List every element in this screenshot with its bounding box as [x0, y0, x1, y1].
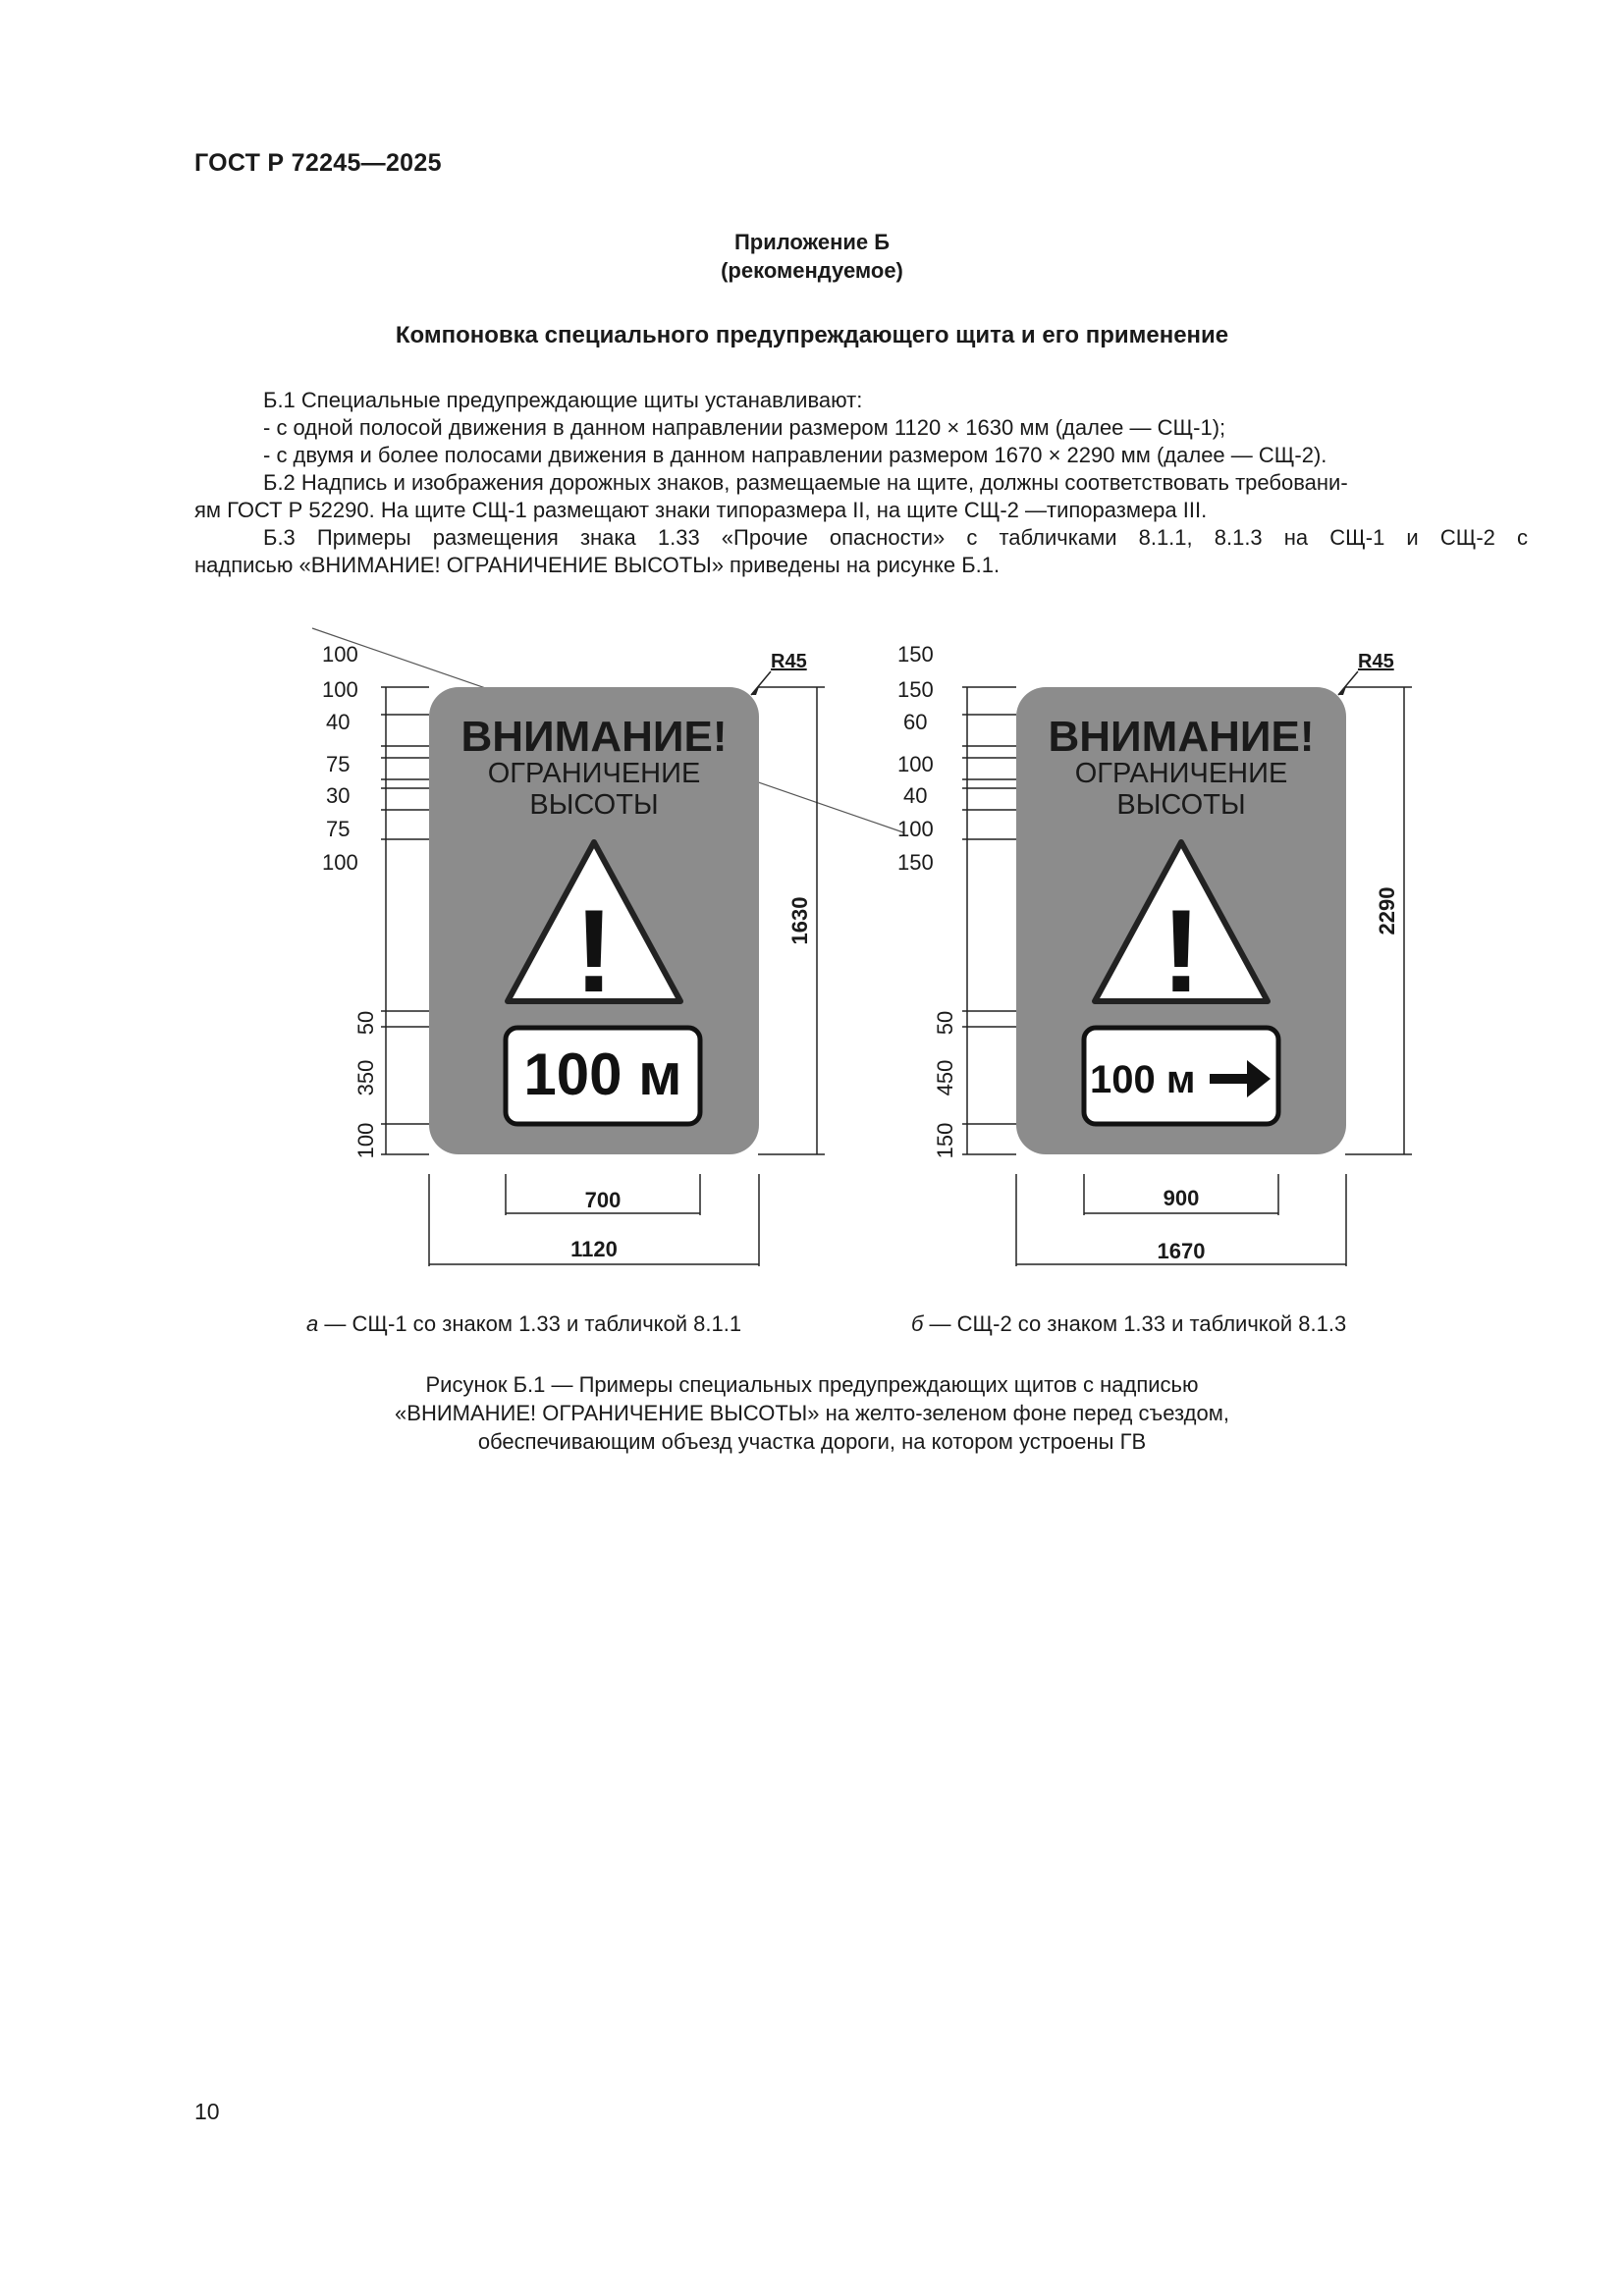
appendix-status: (рекомендуемое): [721, 258, 903, 283]
appendix-title: Приложение Б: [733, 230, 891, 254]
paragraph-b2-line1: Б.2 Надпись и изображения дорожных знаков, размещаемые на щите, должны соответствовать требовани-: [263, 470, 1348, 495]
page-number: 10: [194, 2099, 220, 2124]
figure-caption-line3: обеспечивающим объезд участка дороги, на котором устроены ГВ: [477, 1429, 1147, 1454]
shield-b: [897, 642, 1412, 1266]
shield-a-line2: ОГРАНИЧЕНИЕ: [487, 758, 701, 789]
dim-b-radius: R45: [1358, 651, 1394, 672]
shield-a-line1: ВНИМАНИЕ!: [460, 713, 728, 761]
subcaption-a-text: — СЩ-1 со знаком 1.33 и табличкой 8.1.1: [318, 1311, 742, 1336]
figure-caption-line1: Рисунок Б.1 — Примеры специальных предупреждающих щитов с надписью: [425, 1372, 1199, 1397]
dim-b-top-1: 150: [897, 677, 934, 702]
dim-b-bottom-0: 50: [933, 1010, 957, 1036]
shield-b-line3: ВЫСОТЫ: [1116, 789, 1246, 821]
subcaption-b-letter: б: [911, 1311, 924, 1336]
dim-a-bottom-1: 350: [353, 1059, 378, 1096]
dim-b-top-2: 60: [903, 710, 928, 734]
dim-a-top-5: 75: [326, 817, 351, 841]
subcaption-a-letter: а: [306, 1311, 319, 1336]
paragraph-b1: Б.1 Специальные предупреждающие щиты устанавливают:: [263, 388, 863, 412]
paragraph-b3-line1: Б.3 Примеры размещения знака 1.33 «Прочие опасности» с табличками 8.1.1, 8.1.3 на СЩ-1 и СЩ-2 с: [263, 525, 1528, 550]
dim-b-bottom-1: 450: [933, 1059, 957, 1096]
shield-a-line3: ВЫСОТЫ: [529, 789, 659, 821]
subcaption-b: [911, 1311, 1346, 1337]
dim-a-top-4: 30: [326, 783, 351, 808]
dim-b-bottom-2: 150: [933, 1122, 957, 1159]
subcaption-a: [306, 1311, 741, 1337]
dim-a-height: 1630: [787, 896, 812, 945]
dim-b-width: 1670: [1157, 1239, 1206, 1263]
dim-a-width: 1120: [570, 1237, 618, 1261]
subcaption-b-text: — СЩ-2 со знаком 1.33 и табличкой 8.1.3: [923, 1311, 1347, 1336]
dim-a-bottom-2: 100: [353, 1122, 378, 1159]
exclamation-icon: !: [1162, 885, 1201, 1017]
figure-b1: [0, 609, 1624, 1296]
dim-b-top-6: 150: [897, 850, 934, 875]
dim-a-bottom-0: 50: [353, 1010, 378, 1036]
dim-a-top-6: 100: [322, 850, 358, 875]
paragraph-b2-line2: ям ГОСТ Р 52290. На щите СЩ-1 размещают знаки типоразмера II, на щите СЩ-2 —типоразмера III.: [194, 498, 1208, 522]
paragraph-b1-item2: - с двумя и более полосами движения в данном направлении размером 1670 × 2290 мм (далее — СЩ-2).: [263, 443, 1327, 467]
dim-b-plate-width: 900: [1163, 1186, 1200, 1210]
dim-b-top-0: 150: [897, 642, 934, 667]
shield-b-line2: ОГРАНИЧЕНИЕ: [1074, 758, 1288, 789]
exclamation-icon: !: [574, 885, 614, 1017]
shield-b-line1: ВНИМАНИЕ!: [1048, 713, 1315, 761]
dim-b-top-labels: [897, 642, 934, 875]
appendix-heading: Компоновка специального предупреждающего щита и его применение: [395, 322, 1229, 348]
dim-a-top-0: 100: [322, 642, 358, 667]
document-header: ГОСТ Р 72245—2025: [194, 149, 442, 177]
shield-a-plate-text: 100 м: [523, 1041, 682, 1107]
dim-a-radius: R45: [771, 651, 807, 672]
paragraph-b3-line2: надписью «ВНИМАНИЕ! ОГРАНИЧЕНИЕ ВЫСОТЫ» приведены на рисунке Б.1.: [194, 553, 1001, 577]
dim-b-height: 2290: [1375, 886, 1399, 935]
dim-a-plate-width: 700: [584, 1188, 622, 1212]
figure-caption-line2: «ВНИМАНИЕ! ОГРАНИЧЕНИЕ ВЫСОТЫ» на желто-зеленом фоне перед съездом,: [395, 1401, 1229, 1425]
dim-a-top-1: 100: [322, 677, 358, 702]
shield-a: [322, 642, 825, 1266]
dim-b-top-3: 100: [897, 752, 934, 776]
dim-a-top-2: 40: [326, 710, 351, 734]
shield-b-plate-text: 100 м: [1090, 1058, 1196, 1101]
dim-b-top-5: 100: [897, 817, 934, 841]
dim-a-top-3: 75: [326, 752, 351, 776]
paragraph-b1-item1: - с одной полосой движения в данном направлении размером 1120 × 1630 мм (далее — СЩ-1);: [263, 415, 1226, 440]
dim-b-ticks: [962, 687, 1016, 1154]
dim-a-ticks: [381, 687, 429, 1154]
dim-b-top-4: 40: [903, 783, 928, 808]
dim-a-top-labels: [322, 642, 358, 875]
